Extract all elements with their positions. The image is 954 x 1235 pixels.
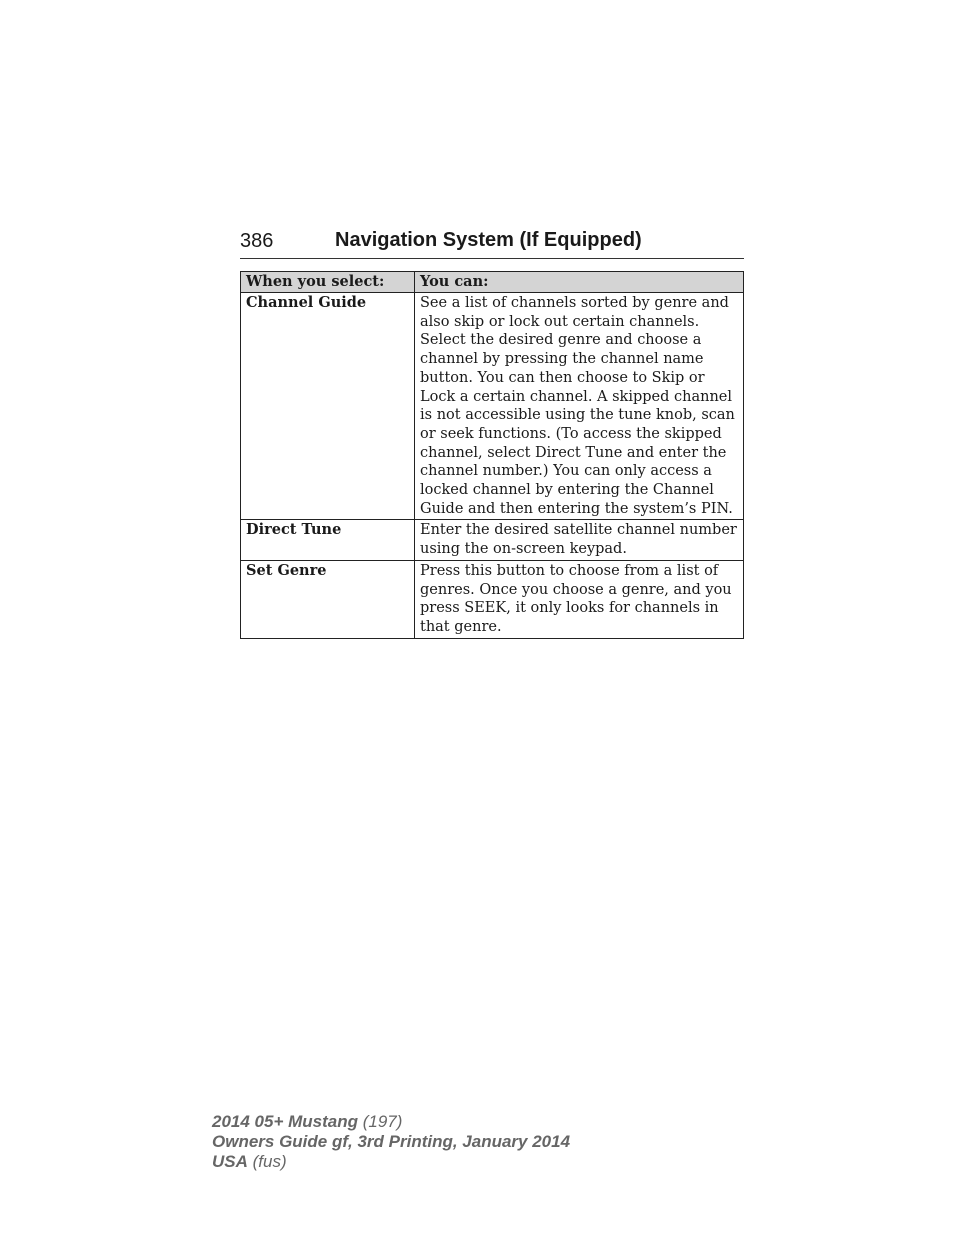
table-row xyxy=(241,560,744,638)
page-number: 386 xyxy=(240,230,274,252)
cell-select-channel-guide: Channel Guide xyxy=(241,293,415,520)
cell-description-channel-guide: See a list of channels sorted by genre and also skip or lock out certain channels. Select the desired genre and choose a channel by pressing the channel name button. You can then choose to Skip or Lock a certain channel. A skipped channel is not accessible using the tune knob, scan or seek functions. (To access the skipped channel, select Direct Tune and enter the channel number.) You can only access a locked channel by entering the Channel Guide and then entering the system’s PIN. xyxy=(415,293,744,520)
options-table xyxy=(240,271,744,639)
column-header-can: You can: xyxy=(415,272,744,293)
footer-region: USA xyxy=(212,1152,248,1171)
table-row xyxy=(241,293,744,520)
table-header-row xyxy=(241,272,744,293)
footer-guide: Owners Guide gf, 3rd Printing, January 2014 xyxy=(212,1132,571,1151)
column-header-select: When you select: xyxy=(241,272,415,293)
footer-region-code: (fus) xyxy=(247,1152,287,1171)
footer-model: 2014 05+ Mustang xyxy=(212,1112,358,1131)
footer-line-guide xyxy=(212,1132,570,1152)
page-footer xyxy=(212,1112,570,1172)
cell-select-direct-tune: Direct Tune xyxy=(241,520,415,560)
cell-description-set-genre: Press this button to choose from a list of genres. Once you choose a genre, and you press SEEK, it only looks for channels in that genre. xyxy=(415,560,744,638)
section-title: Navigation System (If Equipped) xyxy=(335,229,642,251)
footer-line-model xyxy=(212,1112,570,1132)
cell-description-direct-tune: Enter the desired satellite channel number using the on-screen keypad. xyxy=(415,520,744,560)
footer-line-region xyxy=(212,1152,570,1172)
cell-select-set-genre: Set Genre xyxy=(241,560,415,638)
page-header xyxy=(240,228,744,259)
table-row xyxy=(241,520,744,560)
footer-model-code: (197) xyxy=(358,1112,403,1131)
